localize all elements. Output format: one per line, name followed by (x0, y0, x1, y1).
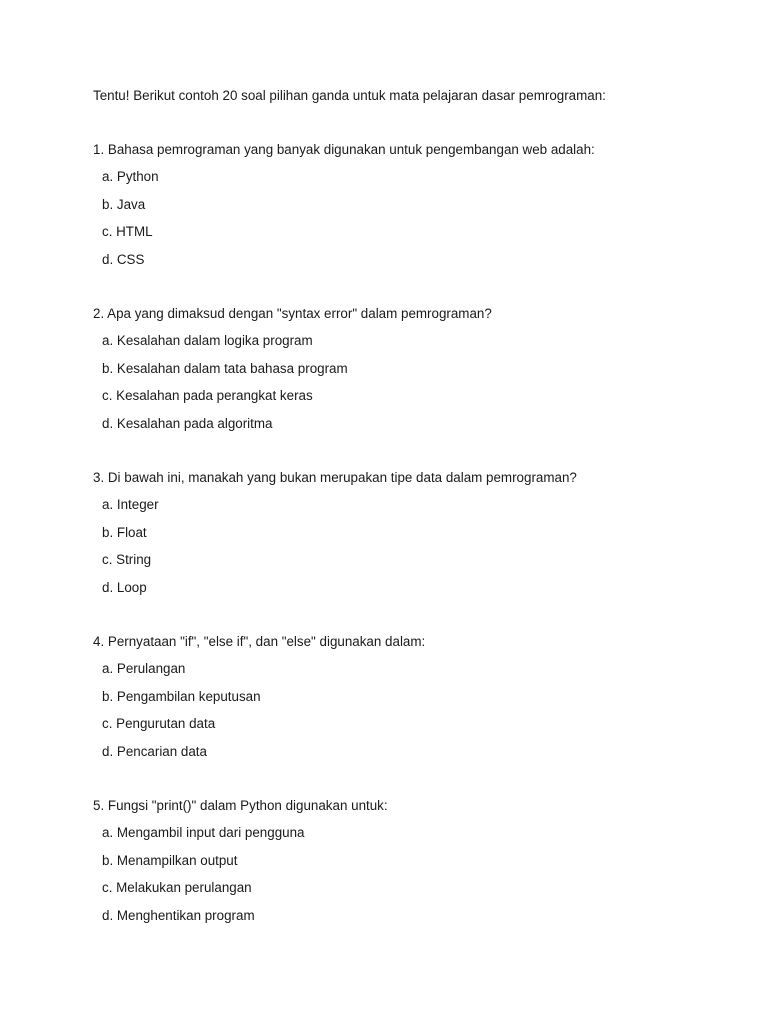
option-d: d. Kesalahan pada algoritma (102, 415, 273, 431)
option-b: b. Java (102, 196, 146, 212)
question-text: 4. Pernyataan "if", "else if", dan "else" digunakan dalam: (93, 634, 426, 649)
option-c: c. String (102, 552, 152, 568)
option-c: c. Pengurutan data (102, 716, 216, 732)
option-b: b. Float (102, 524, 147, 540)
option-d: d. Loop (102, 579, 147, 595)
question-text: 3. Di bawah ini, manakah yang bukan merupakan tipe data dalam pemrograman? (93, 470, 577, 485)
option-c: c. HTML (102, 224, 153, 240)
option-a: a. Python (102, 169, 159, 185)
question-5 (93, 797, 733, 925)
question-3 (93, 469, 733, 597)
question-1 (93, 141, 733, 269)
question-text: 1. Bahasa pemrograman yang banyak digunakan untuk pengembangan web adalah: (93, 142, 595, 157)
question-text: 2. Apa yang dimaksud dengan "syntax error" dalam pemrograman? (93, 306, 492, 321)
option-a: a. Integer (102, 497, 159, 513)
option-d: d. Pencarian data (102, 743, 207, 759)
option-b: b. Menampilkan output (102, 852, 238, 868)
question-2 (93, 305, 733, 433)
option-c: c. Kesalahan pada perangkat keras (102, 388, 313, 404)
option-a: a. Perulangan (102, 661, 186, 677)
question-text: 5. Fungsi "print()" dalam Python digunakan untuk: (93, 798, 388, 813)
option-c: c. Melakukan perulangan (102, 880, 252, 896)
option-a: a. Mengambil input dari pengguna (102, 825, 305, 841)
option-d: d. CSS (102, 251, 145, 267)
option-d: d. Menghentikan program (102, 907, 255, 923)
option-b: b. Pengambilan keputusan (102, 688, 261, 704)
option-a: a. Kesalahan dalam logika program (102, 333, 313, 349)
intro-text: Tentu! Berikut contoh 20 soal pilihan ganda untuk mata pelajaran dasar pemrograman: (93, 88, 606, 103)
question-4 (93, 633, 733, 761)
option-b: b. Kesalahan dalam tata bahasa program (102, 360, 348, 376)
